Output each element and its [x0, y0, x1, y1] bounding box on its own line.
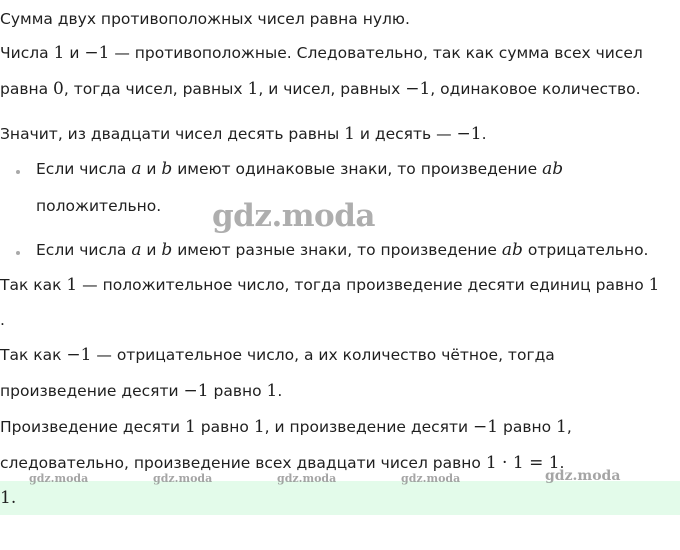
- watermark-logo: gdz.moda: [277, 472, 337, 485]
- paragraph-conclusion-cont: следовательно, произведение всех двадцати чисел равно 1 · 1 = 1.: [0, 453, 565, 473]
- answer-value: 1.: [0, 488, 17, 508]
- watermark-logo: gdz.moda: [545, 468, 621, 484]
- list-item-same-signs: Если числа a и b имеют одинаковые знаки, то произведение ab: [36, 159, 564, 179]
- paragraph-negative-product-cont: произведение десяти −1 равно 1.: [0, 381, 283, 401]
- paragraph-opposites: Числа 1 и −1 — противоположные. Следовательно, так как сумма всех чисел: [0, 43, 643, 63]
- answer-box: [0, 481, 680, 515]
- bullet-dot: [16, 170, 20, 174]
- paragraph-opposites-cont: равна 0, тогда чисел, равных 1, и чисел, равных −1, одинаковое количество.: [0, 79, 641, 99]
- paragraph-positive-product-period: .: [0, 311, 5, 329]
- list-item-different-signs: Если числа a и b имеют разные знаки, то произведение ab отрицательно.: [36, 240, 649, 260]
- paragraph-negative-product: Так как −1 — отрицательное число, а их количество чётное, тогда: [0, 345, 555, 365]
- watermark-logo: gdz.moda: [401, 472, 461, 485]
- paragraph-conclusion: Произведение десяти 1 равно 1, и произведение десяти −1 равно 1,: [0, 417, 572, 437]
- bullet-dot: [16, 251, 20, 255]
- watermark-logo: gdz.moda: [212, 198, 375, 234]
- paragraph-twenty-numbers: Значит, из двадцати чисел десять равны 1 и десять — −1.: [0, 124, 487, 144]
- paragraph-statement: Сумма двух противоположных чисел равна нулю.: [0, 10, 410, 28]
- paragraph-positive-product: Так как 1 — положительное число, тогда произведение десяти единиц равно 1: [0, 275, 660, 295]
- list-item-same-signs-cont: положительно.: [36, 197, 162, 215]
- watermark-logo: gdz.moda: [153, 472, 213, 485]
- watermark-logo: gdz.moda: [29, 472, 89, 485]
